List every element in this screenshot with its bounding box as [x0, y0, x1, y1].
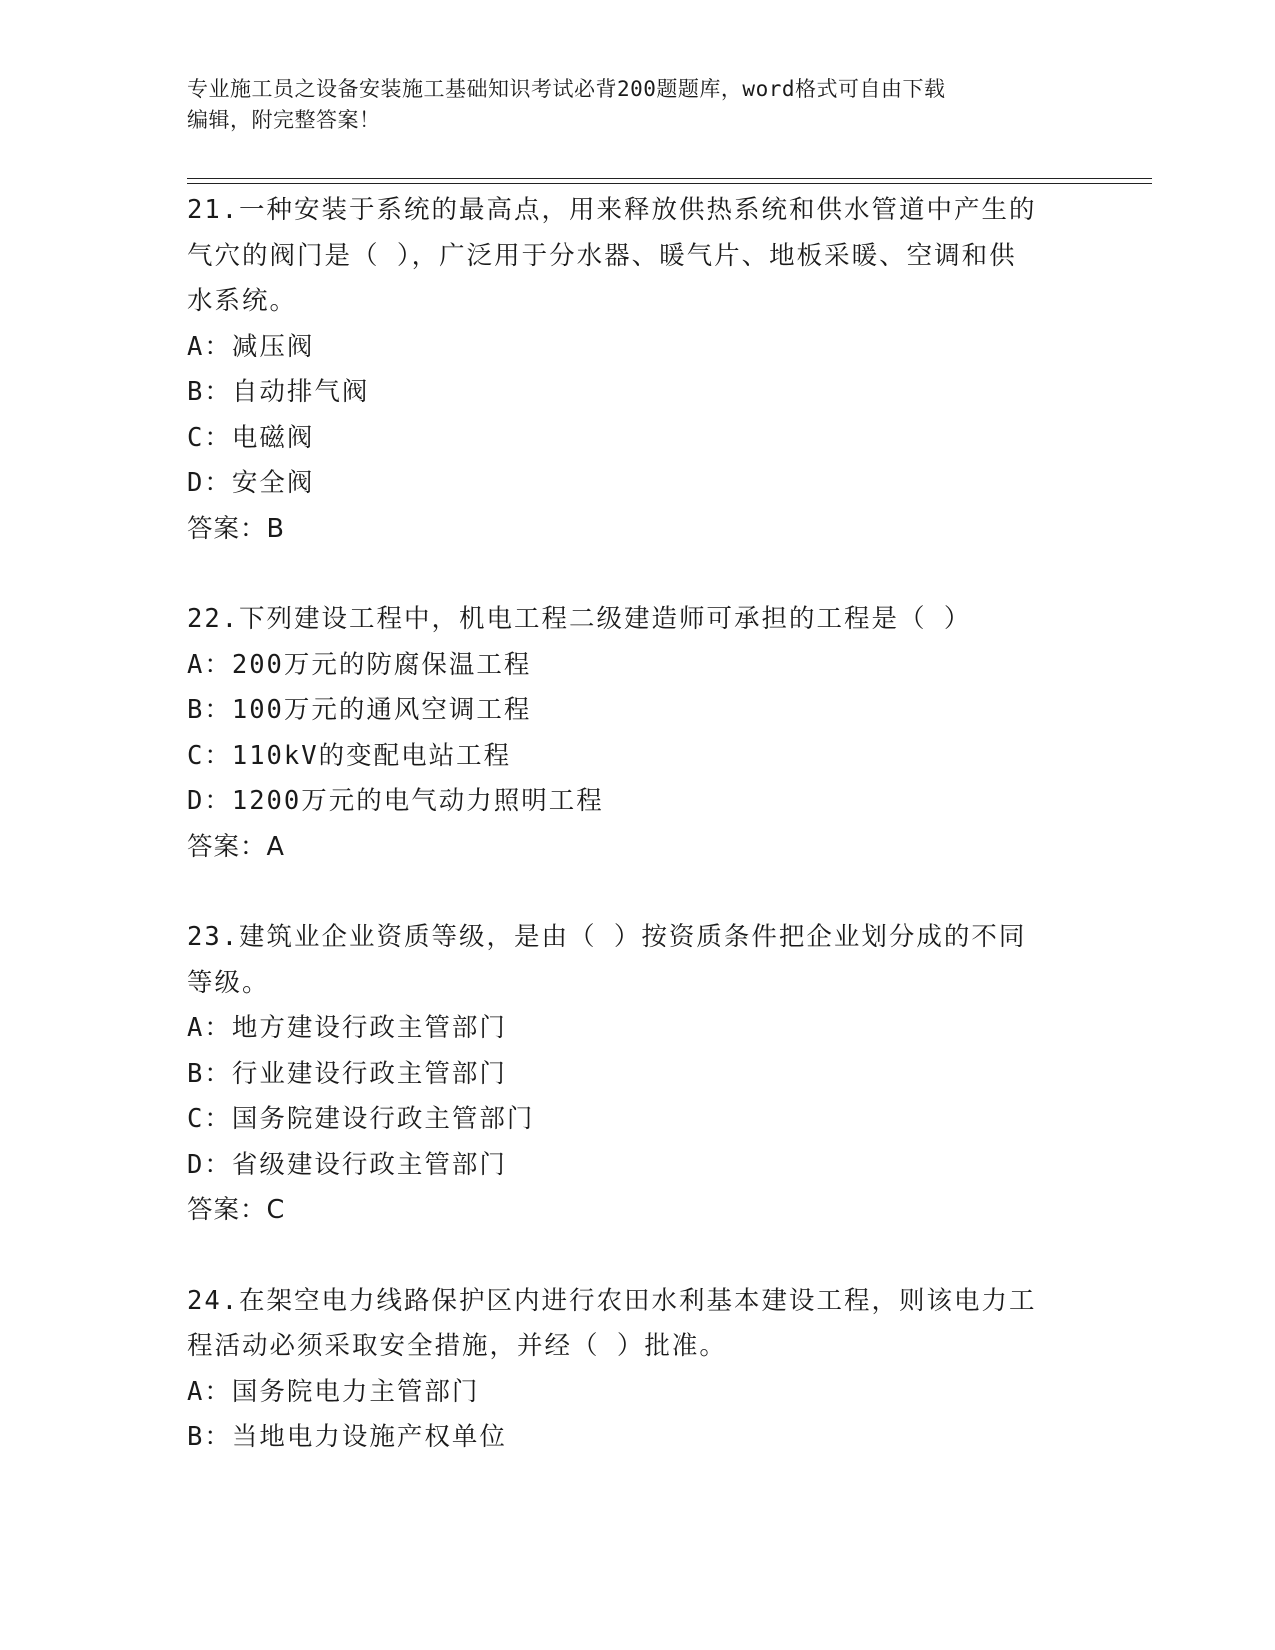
option-d: D：省级建设行政主管部门 [187, 1149, 507, 1180]
option-b: B：自动排气阀 [187, 377, 370, 407]
header-line-1: 专业施工员之设备安装施工基础知识考试必背200题题库，word格式可自由下载 [187, 77, 946, 101]
header-line-2: 编辑，附完整答案！ [187, 108, 381, 132]
question-stem-line: 气穴的阀门是（ ），广泛用于分水器、暖气片、地板采暖、空调和供 [187, 240, 1017, 271]
question-stem-line: 等级。 [187, 967, 270, 998]
question-21 [187, 188, 1067, 552]
answer-line: 答案：A [187, 831, 285, 862]
option-c: C：110kV的变配电站工程 [187, 740, 512, 771]
question-22 [187, 597, 1067, 870]
question-stem-line: 水系统。 [187, 286, 298, 316]
question-stem-line: 程活动必须采取安全措施，并经（ ）批准。 [187, 1331, 727, 1361]
document-header [187, 74, 1067, 136]
question-stem-line: 21.一种安装于系统的最高点，用来释放供热系统和供水管道中产生的 [187, 195, 1037, 225]
option-a: A：减压阀 [187, 331, 315, 362]
question-stem-line: 24.在架空电力线路保护区内进行农田水利基本建设工程，则该电力工 [187, 1285, 1037, 1316]
question-stem-line: 22.下列建设工程中，机电工程二级建造师可承担的工程是（ ） [187, 604, 972, 634]
question-stem-line: 23.建筑业企业资质等级，是由（ ）按资质条件把企业划分成的不同 [187, 922, 1027, 952]
option-a: A：200万元的防腐保温工程 [187, 649, 532, 680]
option-c: C：电磁阀 [187, 422, 315, 453]
option-a: A：国务院电力主管部门 [187, 1376, 480, 1407]
answer-line: 答案：B [187, 513, 285, 544]
option-d: D：1200万元的电气动力照明工程 [187, 786, 604, 816]
header-divider-thick [187, 178, 1152, 179]
option-d: D：安全阀 [187, 468, 315, 498]
option-b: B：当地电力设施产权单位 [187, 1422, 507, 1452]
question-list [187, 188, 1067, 1506]
option-c: C：国务院建设行政主管部门 [187, 1104, 535, 1134]
option-b: B：100万元的通风空调工程 [187, 695, 532, 725]
question-23 [187, 915, 1067, 1234]
header-divider-thin [187, 183, 1152, 184]
option-b: B：行业建设行政主管部门 [187, 1058, 507, 1089]
question-24 [187, 1279, 1067, 1461]
answer-line: 答案：C [187, 1195, 286, 1225]
option-a: A：地方建设行政主管部门 [187, 1013, 507, 1043]
